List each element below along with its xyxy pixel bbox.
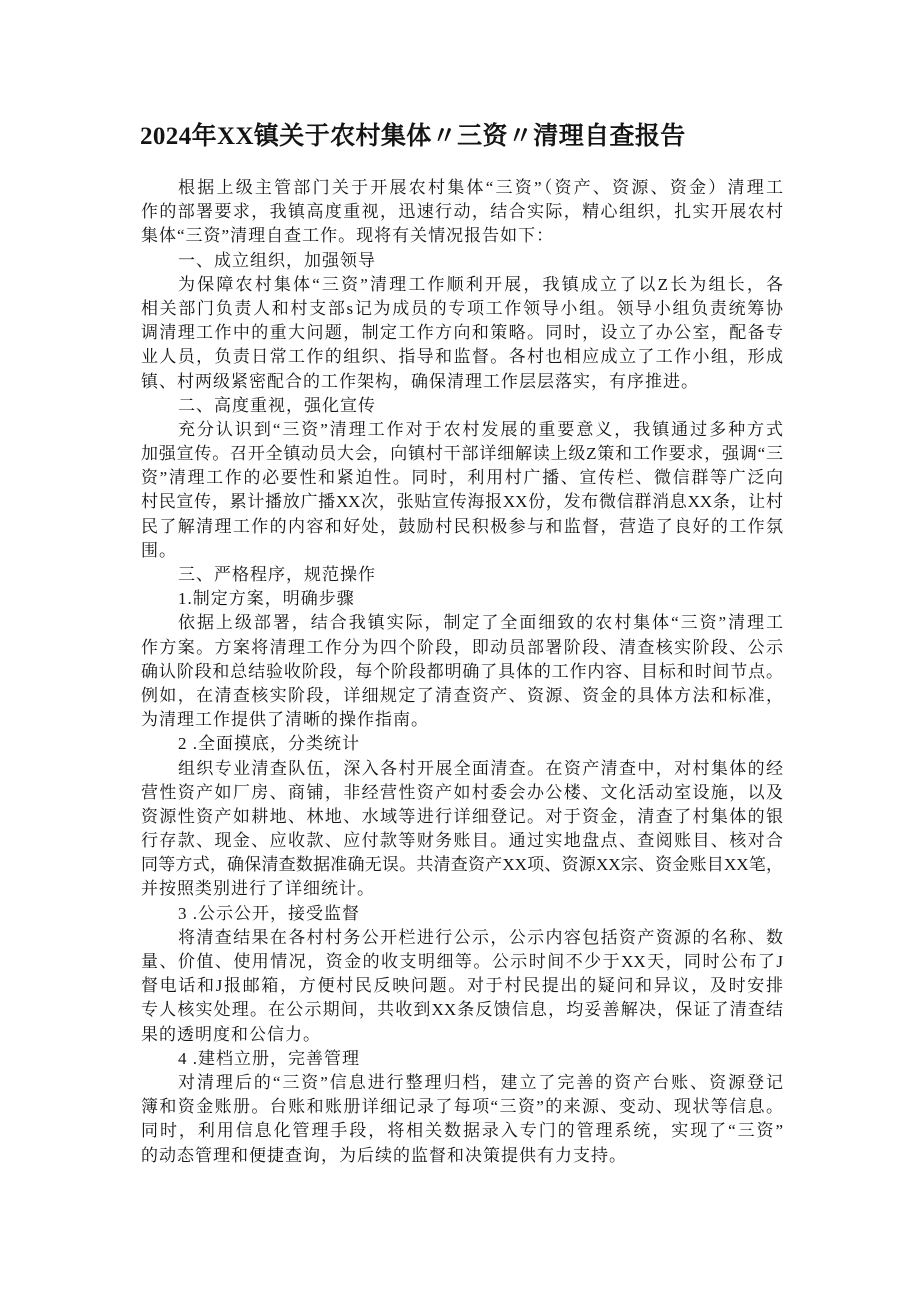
paragraph-line: 村民宣传，累计播放广播XX次，张贴宣传海报XX份，发布微信群消息XX条，让村 <box>141 492 783 512</box>
paragraph-line: 例如，在清查核实阶段，详细规定了清查资产、资源、资金的具体方法和标准， <box>141 685 783 705</box>
section-1-paragraph <box>141 273 783 394</box>
paragraph-line: 为保障农村集体“三资”清理工作顺利开展，我镇成立了以Z长为组长，各 <box>178 274 783 294</box>
section-heading: 二、高度重视，强化宣传 <box>178 395 376 415</box>
subsection-heading: 4 .建档立册，完善管理 <box>178 1048 360 1068</box>
subsection-3-paragraph <box>141 926 783 1047</box>
paragraph-line: 根据上级主管部门关于开展农村集体“三资”（资产、资源、资金）清理工 <box>178 178 783 197</box>
paragraph-line: 簿和资金账册。台账和账册详细记录了每项“三资”的来源、变动、现状等信息。 <box>141 1097 783 1117</box>
paragraph-line: 加强宣传。召开全镇动员大会，向镇村干部详细解读上级Z策和工作要求，强调“三 <box>141 444 783 464</box>
paragraph-line: 作的部署要求，我镇高度重视，迅速行动，结合实际，精心组织，扎实开展农村 <box>141 202 783 222</box>
paragraph-line: 对清理后的“三资”信息进行整理归档，建立了完善的资产台账、资源登记 <box>178 1072 783 1092</box>
paragraph-line: 量、价值、使用情况，资金的收支明细等。公示时间不少于XX天，同时公布了J <box>141 952 783 971</box>
paragraph-line: 果的透明度和公信力。 <box>141 1024 321 1044</box>
subsection-2-paragraph <box>141 757 783 902</box>
subsection-heading: 3 .公示公开，接受监督 <box>178 903 360 923</box>
paragraph-line: 相关部门负责人和村支部s记为成员的专项工作领导小组。领导小组负责统筹协 <box>141 298 783 318</box>
subsection-heading: 2 .全面摸底，分类统计 <box>178 734 360 754</box>
paragraph-line: 专人核实处理。在公示期间，共收到XX条反馈信息，均妥善解决，保证了清查结 <box>141 1000 783 1020</box>
paragraph-line: 的动态管理和便捷查询，为后续的监督和决策提供有力支持。 <box>141 1145 627 1165</box>
paragraph-line: 同时，利用信息化管理手段，将相关数据录入专门的管理系统，实现了“三资” <box>141 1121 783 1141</box>
paragraph-line: 将清查结果在各村村务公开栏进行公示，公示内容包括资产资源的名称、数 <box>178 927 783 947</box>
section-heading: 一、成立组织，加强领导 <box>178 250 376 270</box>
section-heading: 三、严格程序，规范操作 <box>178 565 376 584</box>
paragraph-line: 民了解清理工作的内容和好处，鼓励村民积极参与和监督，营造了良好的工作氛 <box>141 516 783 536</box>
paragraph-line: 资源性资产如耕地、林地、水域等进行详细登记。对于资金，清查了村集体的银 <box>141 806 783 826</box>
paragraph-line: 镇、村两级紧密配合的工作架构，确保清理工作层层落实，有序推进。 <box>141 371 699 391</box>
paragraph-line: 资”清理工作的必要性和紧迫性。同时，利用村广播、宣传栏、微信群等广泛向 <box>141 468 783 488</box>
paragraph-line: 同等方式，确保清查数据准确无误。共清查资产XX项、资源XX宗、资金账目XX笔， <box>141 855 783 875</box>
paragraph-line: 并按照类别进行了详细统计。 <box>141 879 375 899</box>
intro-paragraph <box>141 176 783 249</box>
section-2-paragraph <box>141 418 783 563</box>
subsection-4-paragraph <box>141 1071 783 1168</box>
paragraph-line: 作方案。方案将清理工作分为四个阶段，即动员部署阶段、清查核实阶段、公示 <box>141 637 783 657</box>
paragraph-line: 充分认识到“三资”清理工作对于农村发展的重要意义，我镇通过多种方式 <box>178 419 783 439</box>
paragraph-line: 调清理工作中的重大问题，制定工作方向和策略。同时，设立了办公室，配备专 <box>141 323 783 343</box>
document-body <box>141 176 783 1168</box>
paragraph-line: 行存款、现金、应收款、应付款等财务账目。通过实地盘点、查阅账目、核对合 <box>141 831 783 851</box>
subsection-heading: 1.制定方案，明确步骤 <box>178 589 355 609</box>
paragraph-line: 业人员，负责日常工作的组织、指导和监督。各村也相应成立了工作小组，形成 <box>141 347 783 367</box>
paragraph-line: 营性资产如厂房、商铺，非经营性资产如村委会办公楼、文化活动室设施，以及 <box>141 782 783 802</box>
paragraph-line: 依据上级部署，结合我镇实际，制定了全面细致的农村集体“三资”清理工 <box>178 613 783 633</box>
page-title: 2024年XX镇关于农村集体〃三资〃清理自查报告 <box>140 123 686 150</box>
paragraph-line: 集体“三资”清理自查工作。现将有关情况报告如下： <box>141 226 555 246</box>
paragraph-line: 组织专业清查队伍，深入各村开展全面清查。在资产清查中，对村集体的经 <box>178 758 783 778</box>
paragraph-line: 为清理工作提供了清晰的操作指南。 <box>141 710 429 730</box>
paragraph-line: 督电话和J报邮箱，方便村民反映问题。对于村民提出的疑问和异议，及时安排 <box>141 976 783 996</box>
paragraph-line: 确认阶段和总结验收阶段，每个阶段都明确了具体的工作内容、目标和时间节点。 <box>141 661 783 681</box>
paragraph-line: 围。 <box>141 540 177 560</box>
subsection-1-paragraph <box>141 611 783 732</box>
